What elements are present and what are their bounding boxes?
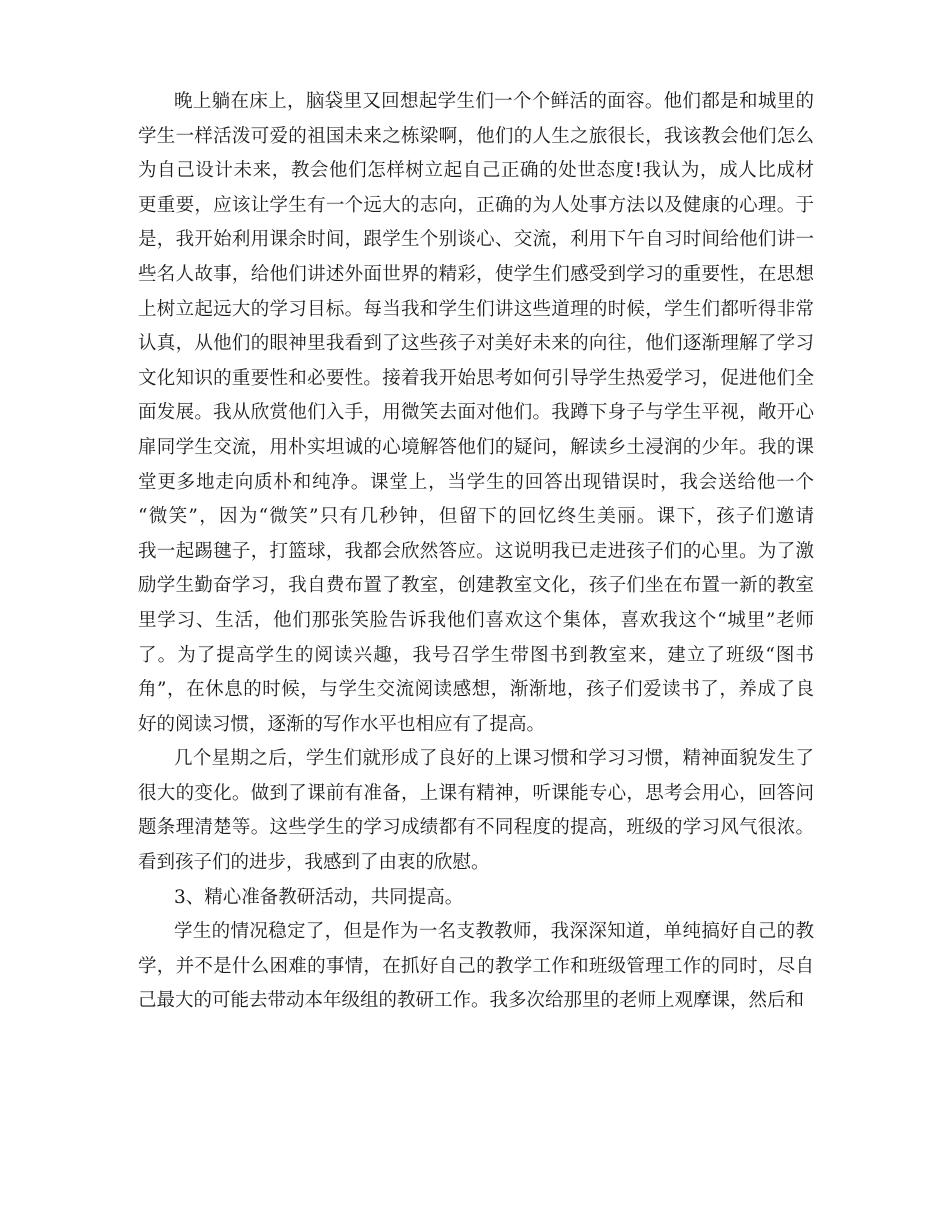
text-line: 更重要，应该让学生有一个远大的志向，正确的为人处事方法以及健康的心理。于 bbox=[138, 194, 814, 216]
paragraph bbox=[138, 85, 814, 742]
text-line: 堂更多地走向质朴和纯净。课堂上，当学生的回答出现错误时，我会送给他一个 bbox=[138, 471, 814, 493]
paragraph bbox=[138, 742, 814, 880]
text-line: 励学生勤奋学习，我自费布置了教室，创建教室文化，孩子们坐在布置一新的教室 bbox=[138, 575, 814, 597]
text-line: 是，我开始利用课余时间，跟学生个别谈心、交流，利用下午自习时间给他们讲一 bbox=[138, 229, 814, 251]
text-line: 好的阅读习惯，逐渐的写作水平也相应有了提高。 bbox=[138, 713, 546, 735]
text-line: 看到孩子们的进步，我感到了由衷的欣慰。 bbox=[138, 852, 490, 874]
text-line: 几个星期之后，学生们就形成了良好的上课习惯和学习习惯，精神面貌发生了 bbox=[174, 748, 814, 770]
text-line: 角”，在休息的时候，与学生交流阅读感想，渐渐地，孩子们爱读书了，养成了良 bbox=[138, 679, 814, 701]
text-line: 了。为了提高学生的阅读兴趣，我号召学生带图书到教室来，建立了班级“图书 bbox=[138, 644, 814, 666]
text-line: 学，并不是什么困难的事情，在抓好自己的教学工作和班级管理工作的同时，尽自 bbox=[138, 955, 814, 977]
text-line: 学生一样活泼可爱的祖国未来之栋梁啊，他们的人生之旅很长，我该教会他们怎么 bbox=[138, 125, 814, 147]
text-line: 题条理清楚等。这些学生的学习成绩都有不同程度的提高，班级的学习风气很浓。 bbox=[138, 817, 814, 839]
text-line: 面发展。我从欣赏他们入手，用微笑去面对他们。我蹲下身子与学生平视，敞开心 bbox=[138, 402, 814, 424]
text-line: 己最大的可能去带动本年级组的教研工作。我多次给那里的老师上观摩课，然后和 bbox=[138, 990, 805, 1012]
text-line: 我一起踢毽子，打篮球，我都会欣然答应。这说明我已走进孩子们的心里。为了激 bbox=[138, 540, 814, 562]
document-page bbox=[138, 85, 814, 1019]
text-line: 学生的情况稳定了，但是作为一名支教教师，我深深知道，单纯搞好自己的教 bbox=[174, 921, 814, 943]
text-line: 很大的变化。做到了课前有准备，上课有精神，听课能专心，思考会用心，回答问 bbox=[138, 782, 814, 804]
text-line: 扉同学生交流，用朴实坦诚的心境解答他们的疑问，解读乡土浸润的少年。我的课 bbox=[138, 436, 814, 458]
text-line: 为自己设计未来，教会他们怎样树立起自己正确的处世态度!我认为，成人比成材 bbox=[138, 160, 814, 182]
text-line: 文化知识的重要性和必要性。接着我开始思考如何引导学生热爱学习，促进他们全 bbox=[138, 367, 814, 389]
text-line: 3、精心准备教研活动，共同提高。 bbox=[174, 886, 464, 908]
text-line: 上树立起远大的学习目标。每当我和学生们讲这些道理的时候，学生们都听得非常 bbox=[138, 298, 814, 320]
text-line: 晚上躺在床上，脑袋里又回想起学生们一个个鲜活的面容。他们都是和城里的 bbox=[174, 91, 814, 112]
text-line: 认真，从他们的眼神里我看到了这些孩子对美好未来的向往，他们逐渐理解了学习 bbox=[138, 333, 814, 355]
text-line: 里学习、生活，他们那张笑脸告诉我他们喜欢这个集体，喜欢我这个“城里”老师 bbox=[138, 609, 814, 631]
paragraph bbox=[138, 915, 814, 1019]
paragraph bbox=[138, 881, 814, 916]
text-line: “微笑”，因为“微笑”只有几秒钟，但留下的回忆终生美丽。课下，孩子们邀请 bbox=[138, 506, 814, 528]
text-line: 些名人故事，给他们讲述外面世界的精彩，使学生们感受到学习的重要性，在思想 bbox=[138, 263, 814, 285]
